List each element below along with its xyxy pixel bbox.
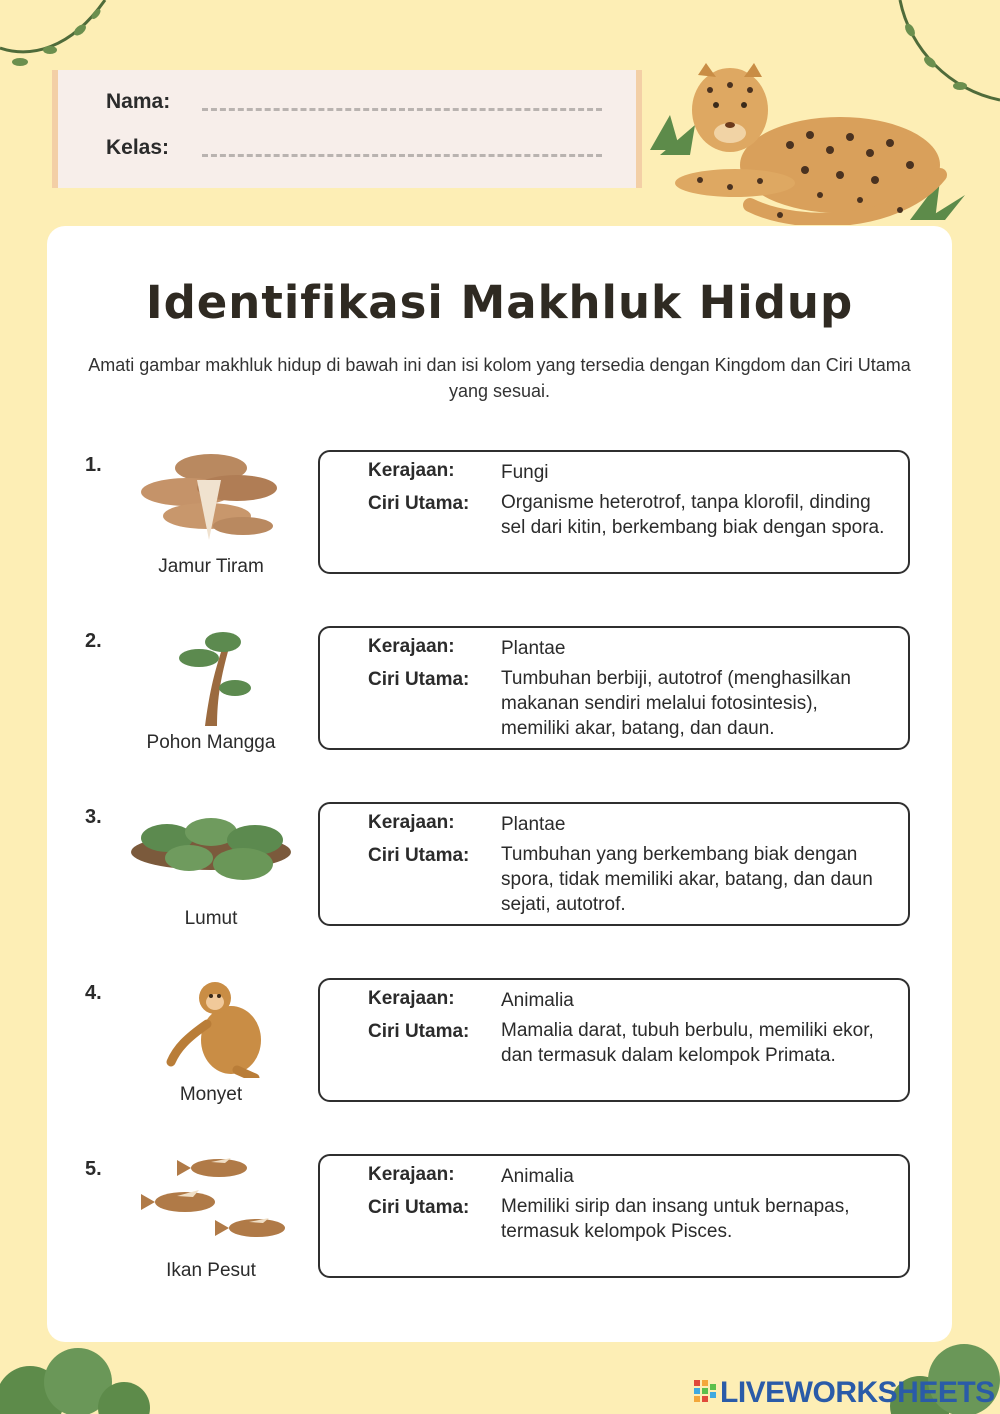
page-title: Identifikasi Makhluk Hidup: [145, 276, 854, 329]
trait-label: Ciri Utama:: [368, 669, 470, 690]
item-name: Jamur Tiram: [158, 556, 264, 577]
class-input-line[interactable]: [202, 152, 602, 157]
class-label: Kelas:: [106, 136, 170, 159]
kingdom-value[interactable]: Plantae: [501, 638, 566, 659]
item-name: Monyet: [179, 1084, 243, 1105]
kingdom-label: Kerajaan:: [368, 812, 455, 833]
leopard-illustration: [640, 55, 970, 225]
name-label: Nama:: [106, 90, 171, 113]
brand-text: LIVEWORKSHEETS: [720, 1376, 995, 1409]
oyster-mushroom-icon: [127, 450, 295, 550]
worksheet-card: [47, 226, 952, 1342]
kingdom-label: Kerajaan:: [368, 1164, 455, 1185]
trait-value[interactable]: Mamalia darat, tubuh berbulu, memiliki ekor, dan termasuk dalam kelompok Primata.: [501, 1020, 874, 1066]
kingdom-value[interactable]: Animalia: [501, 1166, 574, 1187]
name-field-row: [106, 90, 602, 114]
list-item: [47, 450, 952, 600]
item-number: 4.: [85, 982, 102, 1004]
monkey-icon: [127, 978, 295, 1078]
item-name: Lumut: [184, 908, 238, 929]
instructions-text: Amati gambar makhluk hidup di bawah ini dan isi kolom yang tersedia dengan Kingdom dan Ciri Utama yang sesuai.: [88, 355, 911, 401]
answer-box: [318, 450, 910, 574]
kingdom-value[interactable]: Plantae: [501, 814, 566, 835]
bush-decoration-left: [0, 1330, 150, 1414]
kingdom-label: Kerajaan:: [368, 636, 455, 657]
liveworksheets-logo-icon: [694, 1380, 716, 1406]
trait-value[interactable]: Memiliki sirip dan insang untuk bernapas, termasuk kelompok Pisces.: [501, 1196, 850, 1242]
item-name: Pohon Mangga: [146, 732, 276, 753]
trait-value[interactable]: Tumbuhan yang berkembang biak dengan spora, tidak memiliki akar, batang, dan daun sejati, autotrof.: [501, 844, 873, 915]
trait-label: Ciri Utama:: [368, 1021, 470, 1042]
kingdom-value[interactable]: Animalia: [501, 990, 574, 1011]
item-number: 2.: [85, 630, 102, 652]
class-field-row: [106, 136, 602, 160]
answer-box: [318, 626, 910, 750]
item-number: 1.: [85, 454, 102, 476]
trait-value[interactable]: Organisme heterotrof, tanpa klorofil, dinding sel dari kitin, berkembang biak dengan spora.: [501, 492, 885, 538]
item-name: Ikan Pesut: [166, 1260, 256, 1281]
mango-tree-icon: [127, 626, 295, 726]
kingdom-label: Kerajaan:: [368, 988, 455, 1009]
list-item: [47, 978, 952, 1128]
trait-label: Ciri Utama:: [368, 493, 470, 514]
liveworksheets-logo: [694, 1376, 995, 1410]
list-item: [47, 802, 952, 952]
list-item: [47, 1154, 952, 1304]
answer-box: [318, 802, 910, 926]
moss-icon: [127, 802, 295, 902]
answer-box: [318, 978, 910, 1102]
kingdom-value[interactable]: Fungi: [501, 462, 549, 483]
vine-decoration-left: [0, 0, 120, 80]
answer-box: [318, 1154, 910, 1278]
student-info-card: [52, 70, 642, 188]
kingdom-label: Kerajaan:: [368, 460, 455, 481]
fish-icon: [127, 1154, 295, 1254]
trait-value[interactable]: Tumbuhan berbiji, autotrof (menghasilkan makanan sendiri melalui fotosintesis), memiliki akar, batang, dan daun.: [501, 668, 851, 739]
trait-label: Ciri Utama:: [368, 1197, 470, 1218]
trait-label: Ciri Utama:: [368, 845, 470, 866]
item-number: 3.: [85, 806, 102, 828]
list-item: [47, 626, 952, 776]
name-input-line[interactable]: [202, 106, 602, 111]
item-number: 5.: [85, 1158, 102, 1180]
